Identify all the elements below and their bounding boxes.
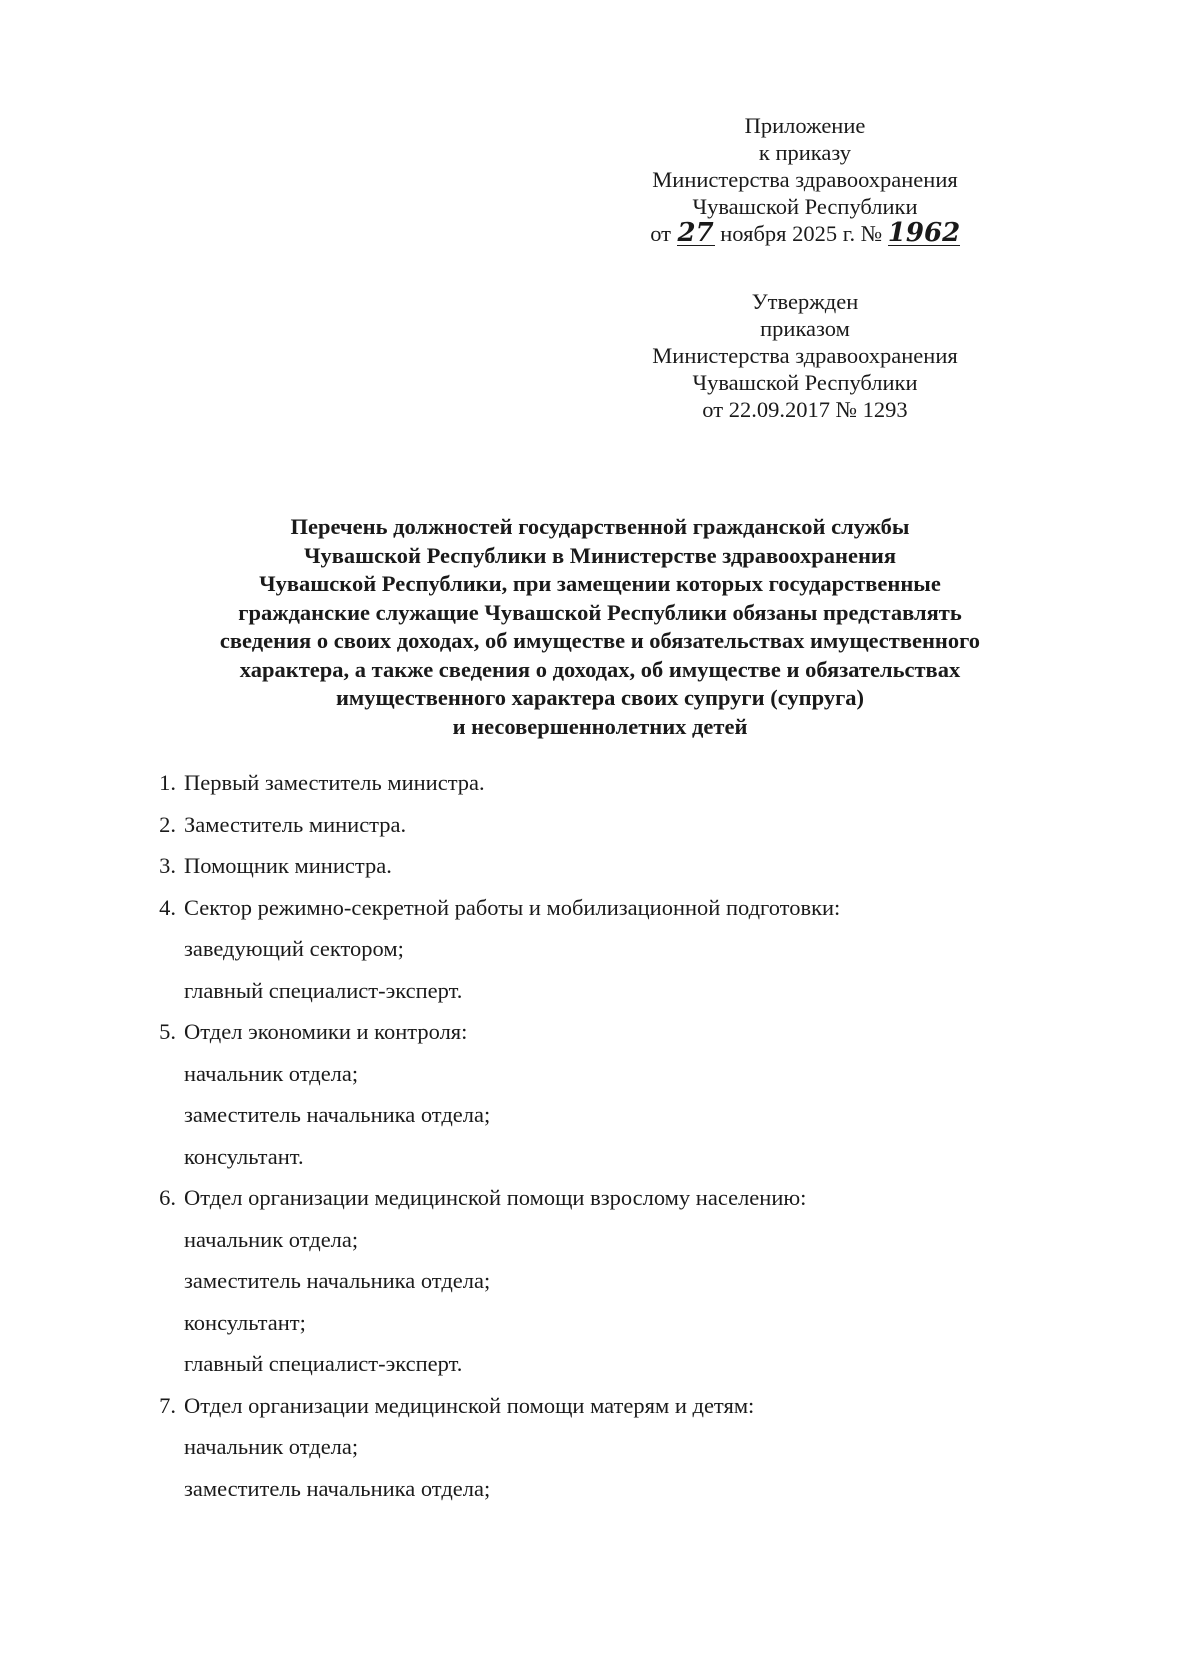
list-subitem: главный специалист-эксперт. [184, 977, 463, 1003]
approved-block [625, 288, 985, 423]
title-line: Чувашской Республики, при замещении которых государственные [259, 571, 941, 596]
handwritten-order-number: 1962 [887, 218, 961, 248]
appendix-line: Чувашской Республики [692, 194, 918, 219]
list-subitem: заместитель начальника отдела; [184, 1102, 491, 1127]
list-subitem: консультант; [184, 1309, 306, 1335]
list-item-text: Помощник министра. [184, 853, 392, 878]
document-title [140, 513, 1060, 741]
title-line: Чувашской Республики в Министерстве здравоохранения [303, 542, 897, 568]
title-line: и несовершеннолетних детей [452, 713, 748, 739]
approved-line: приказом [760, 316, 850, 341]
title-line: гражданские служащие Чувашской Республики обязаны представлять [238, 599, 962, 625]
appendix-line: Приложение [744, 113, 866, 138]
list-item-text: Отдел организации медицинской помощи матерям и детям: [184, 1392, 755, 1418]
approved-line: Министерства здравоохранения [652, 343, 958, 368]
appendix-line: к приказу [758, 140, 852, 165]
list-subitem: начальник отдела; [184, 1060, 359, 1086]
list-item-number: 4. [159, 894, 176, 920]
list-item-number: 2. [159, 811, 176, 837]
list-subitem: главный специалист-эксперт. [184, 1351, 463, 1376]
appendix-date-line [625, 220, 985, 247]
list-subitem: заведующий сектором; [184, 936, 404, 961]
approved-line: от 22.09.2017 № 1293 [702, 397, 908, 422]
approved-line: Утвержден [751, 289, 859, 314]
list-subitem: начальник отдела; [184, 1226, 359, 1252]
approved-line: Чувашской Республики [692, 370, 918, 395]
list-subitem: заместитель начальника отдела; [184, 1268, 491, 1293]
list-item-text: Сектор режимно-секретной работы и мобилизационной подготовки: [184, 894, 841, 920]
list-item-number: 6. [159, 1185, 176, 1210]
list-item-number: 1. [159, 770, 176, 795]
list-subitem: консультант. [184, 1143, 304, 1169]
list-item-number: 5. [159, 1019, 176, 1044]
handwritten-day: 27 [677, 218, 714, 248]
list-item-text: Отдел экономики и контроля: [184, 1019, 468, 1044]
title-line: имущественного характера своих супруги (супруга) [335, 685, 865, 710]
title-line: Перечень должностей государственной гражданской службы [290, 514, 910, 539]
date-prefix: от [650, 221, 671, 246]
list-subitem: заместитель начальника отдела; [184, 1475, 491, 1501]
list-subitem: начальник отдела; [184, 1434, 359, 1459]
list-item-number: 3. [159, 853, 176, 878]
date-middle: ноября 2025 г. № [720, 221, 883, 246]
title-line: сведения о своих доходах, об имуществе и обязательствах имущественного [219, 628, 981, 653]
appendix-line: Министерства здравоохранения [652, 167, 958, 192]
list-item-number: 7. [159, 1392, 176, 1418]
list-item-text: Отдел организации медицинской помощи взрослому населению: [184, 1185, 807, 1210]
list-item-text: Заместитель министра. [184, 811, 407, 837]
list-item-text: Первый заместитель министра. [184, 770, 485, 795]
appendix-block [625, 112, 985, 247]
title-line: характера, а также сведения о доходах, об имуществе и обязательствах [239, 656, 961, 682]
